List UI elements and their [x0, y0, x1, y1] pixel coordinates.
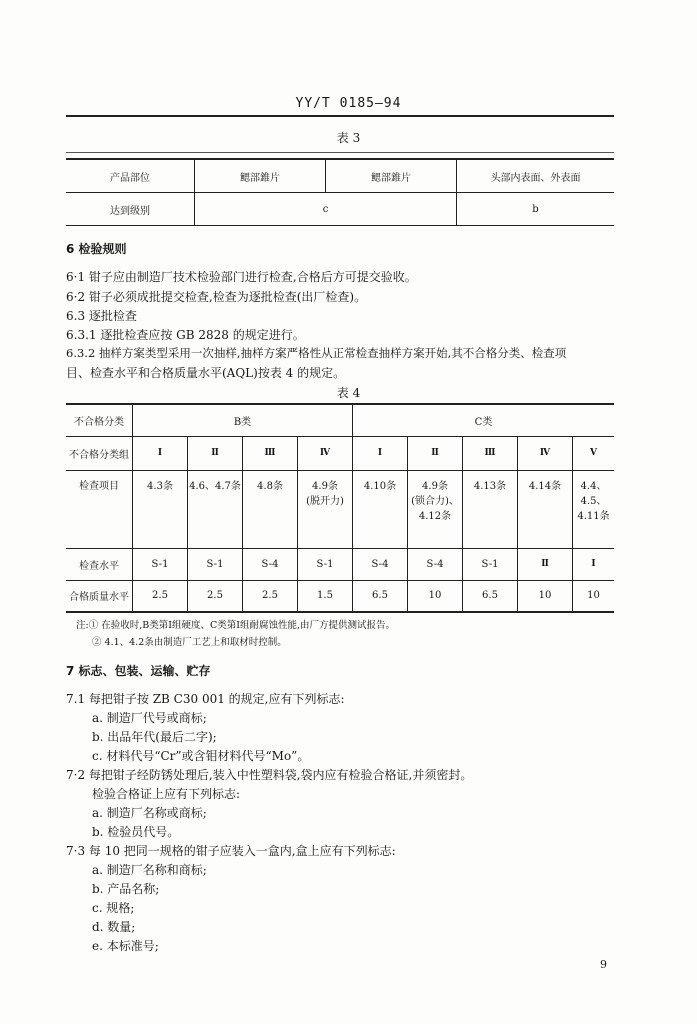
table4-item	[518, 470, 573, 548]
table4-item-line: 4.4、4.5、	[580, 480, 607, 507]
table3-cell: 达到级别	[66, 193, 195, 226]
table4-row	[66, 548, 614, 580]
table4-item-line: 4.10条	[363, 480, 397, 492]
table4-item-line: 4.11条	[577, 510, 610, 522]
section7-line: a. 制造厂名称和商标;	[92, 863, 207, 877]
table4-group: Ⅱ	[408, 436, 463, 470]
table4-item	[133, 470, 188, 548]
section7-line: 检验合格证上应有下列标志:	[92, 787, 241, 801]
section7-line: e. 本标准号;	[92, 939, 159, 953]
table4-item	[408, 470, 463, 548]
table4-row-header: 合格质量水平	[66, 580, 133, 612]
table4-item-line: (锁合力)、	[411, 495, 459, 507]
table3-caption: 表 3	[336, 131, 361, 145]
section7-line: a. 制造厂代号或商标;	[92, 711, 207, 725]
table4-group: Ⅳ	[518, 436, 573, 470]
table4-aql: 10	[573, 580, 615, 612]
table4-aql: 6.5	[353, 580, 408, 612]
table4-row	[66, 580, 614, 612]
table3-cell: b	[457, 193, 615, 226]
table4-level: S-4	[243, 548, 298, 580]
section7-line: c. 规格;	[92, 901, 135, 915]
table4-row-header: 不合格分类	[66, 404, 133, 436]
section6-item: 6.3.1 逐批检查应按 GB 2828 的规定进行。	[66, 328, 305, 342]
table4-row	[66, 404, 614, 436]
section6-item: 目、检查水平和合格质量水平(AQL)按表 4 的规定。	[66, 366, 346, 380]
header-rule	[66, 115, 614, 117]
table4-aql: 6.5	[463, 580, 518, 612]
standard-code: YY/T 0185—94	[295, 96, 402, 111]
table4-row	[66, 436, 614, 470]
table4-item-line: 4.9条	[422, 480, 448, 492]
table4-level: Ⅱ	[518, 548, 573, 580]
table4-level: S-1	[298, 548, 353, 580]
table4-aql: 2.5	[188, 580, 243, 612]
table4-aql: 1.5	[298, 580, 353, 612]
table3-cell: c	[195, 193, 457, 226]
table3-cell: 鳃部錐片	[195, 159, 326, 193]
table4-item-line: (脱开力)	[306, 495, 344, 507]
table4-note: ② 4.1、4.2条由制造厂工艺上和取材时控制。	[92, 637, 287, 648]
section7-line: b. 出品年代(最后二字);	[92, 730, 217, 744]
table4-group: Ⅰ	[133, 436, 188, 470]
table4-item	[463, 470, 518, 548]
section7-line: 7·3 每 10 把同一规格的钳子应装入一盒内,盒上应有下列标志:	[66, 844, 396, 858]
table4-item-line: 4.9条	[312, 480, 338, 492]
table4-group: Ⅳ	[298, 436, 353, 470]
table4-item	[243, 470, 298, 548]
table4-item-line: 4.8条	[257, 480, 283, 492]
table4-aql: 2.5	[243, 580, 298, 612]
table4-level: Ⅰ	[573, 548, 615, 580]
table4-item-line: 4.14条	[528, 480, 562, 492]
table4-item-line: 4.12条	[418, 510, 452, 522]
section7-line: c. 材料代号“Cr”或含钼材料代号“Mo”。	[92, 749, 310, 763]
table4-item-line: 4.6、4.7条	[189, 480, 241, 492]
table4-level: S-1	[133, 548, 188, 580]
table4-caption: 表 4	[336, 386, 361, 400]
page-number: 9	[600, 958, 607, 971]
table4-note: 注:① 在验收时,B类第Ⅰ组硬度、C类第Ⅰ组耐腐蚀性能,由厂方提供测试报告。	[76, 620, 396, 631]
section7-line: b. 产品名称;	[92, 882, 160, 896]
section6-item: 6.3.2 抽样方案类型采用一次抽样,抽样方案严格性从正常检查抽样方案开始,其不合格分类、检查项	[66, 346, 567, 360]
table3	[66, 158, 614, 226]
section6-item: 6·1 钳子应由制造厂技术检验部门进行检查,合格后方可提交验收。	[66, 270, 417, 284]
section6-item: 6.3 逐批检查	[66, 309, 137, 323]
table4-item	[298, 470, 353, 548]
section6-item: 6·2 钳子必须成批提交检查,检查为逐批检查(出厂检查)。	[66, 290, 367, 304]
table4-group: Ⅴ	[573, 436, 615, 470]
table4-row-header: 不合格分类组	[66, 436, 133, 470]
table4-class-b: B类	[133, 404, 353, 436]
table4-item	[573, 470, 615, 548]
table4-level: S-1	[188, 548, 243, 580]
table4-level: S-4	[353, 548, 408, 580]
table4-aql: 2.5	[133, 580, 188, 612]
table4-item-line: 4.3条	[147, 480, 173, 492]
table3-cell: 鳃部錐片	[326, 159, 457, 193]
table4-group: Ⅲ	[243, 436, 298, 470]
table4-row-header: 检查项目	[66, 470, 133, 548]
section7-line: 7·2 每把钳子经防锈处理后,装入中性塑料袋,袋内应有检验合格证,并须密封。	[66, 768, 473, 782]
table4-level: S-1	[463, 548, 518, 580]
table4-aql: 10	[408, 580, 463, 612]
table4-group: Ⅲ	[463, 436, 518, 470]
table4-level: S-4	[408, 548, 463, 580]
table4-aql: 10	[518, 580, 573, 612]
table4-group: Ⅰ	[353, 436, 408, 470]
section7-line: b. 检验员代号。	[92, 825, 180, 839]
table4-item	[188, 470, 243, 548]
section6-title: 6 检验规则	[66, 242, 127, 256]
table4-class-c: C类	[353, 404, 615, 436]
section7-title: 7 标志、包装、运输、贮存	[66, 664, 211, 678]
table4-item-line: 4.13条	[473, 480, 507, 492]
table4-row-header: 检查水平	[66, 548, 133, 580]
table4-item	[353, 470, 408, 548]
section7-line: a. 制造厂名称或商标;	[92, 806, 207, 820]
table3-cell: 头部内表面、外表面	[457, 159, 615, 193]
table4-row	[66, 470, 614, 548]
table4	[66, 403, 614, 613]
table3-top-double-rule	[66, 152, 614, 153]
section7-line: d. 数量;	[92, 920, 136, 934]
table3-cell: 产品部位	[66, 159, 195, 193]
table3-row	[66, 159, 614, 193]
table3-row	[66, 193, 614, 226]
section7-line: 7.1 每把钳子按 ZB C30 001 的规定,应有下列标志:	[66, 692, 345, 706]
table4-group: Ⅱ	[188, 436, 243, 470]
